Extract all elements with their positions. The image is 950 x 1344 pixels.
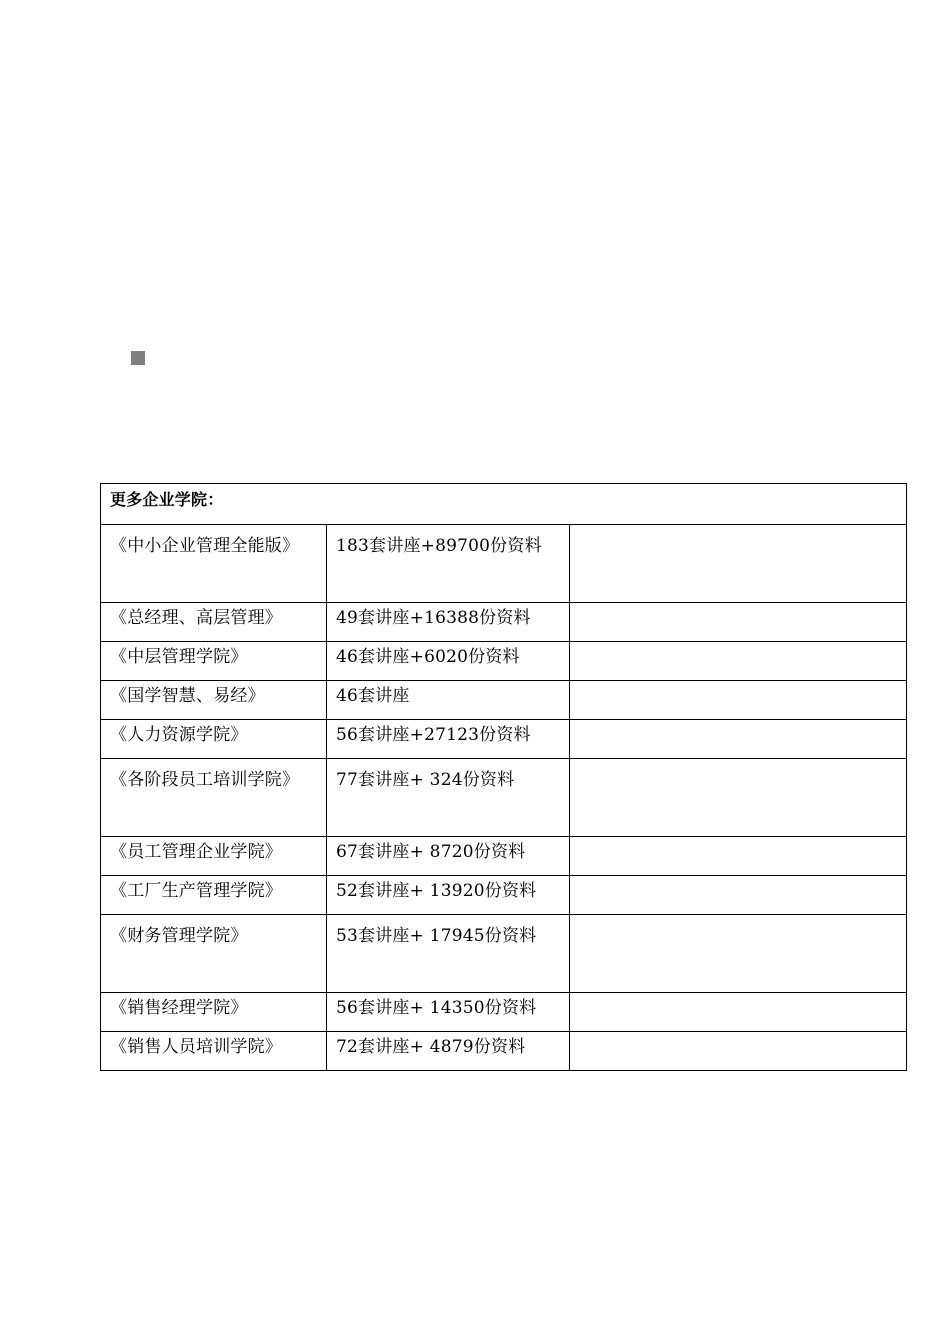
academy-extra-cell <box>570 525 907 603</box>
academy-extra-cell <box>570 642 907 681</box>
academy-name-cell: 《各阶段员工培训学院》 <box>101 759 327 837</box>
academy-desc-cell: 77套讲座+ 324份资料 <box>327 759 570 837</box>
academy-extra-cell <box>570 681 907 720</box>
academy-desc-cell: 52套讲座+ 13920份资料 <box>327 876 570 915</box>
academy-extra-cell <box>570 759 907 837</box>
academy-desc-cell: 49套讲座+16388份资料 <box>327 603 570 642</box>
table-row <box>101 642 907 681</box>
academy-desc-cell: 56套讲座+27123份资料 <box>327 720 570 759</box>
academy-desc-cell: 56套讲座+ 14350份资料 <box>327 993 570 1032</box>
academy-extra-cell <box>570 993 907 1032</box>
academy-desc-cell: 72套讲座+ 4879份资料 <box>327 1032 570 1071</box>
academy-name-cell: 《中小企业管理全能版》 <box>101 525 327 603</box>
academy-desc-cell: 67套讲座+ 8720份资料 <box>327 837 570 876</box>
academy-desc-cell: 53套讲座+ 17945份资料 <box>327 915 570 993</box>
academy-extra-cell <box>570 837 907 876</box>
table-row <box>101 1032 907 1071</box>
academy-extra-cell <box>570 603 907 642</box>
academy-name-cell: 《人力资源学院》 <box>101 720 327 759</box>
academy-name-cell: 《国学智慧、易经》 <box>101 681 327 720</box>
academy-name-cell: 《总经理、高层管理》 <box>101 603 327 642</box>
academy-extra-cell <box>570 720 907 759</box>
academy-extra-cell <box>570 876 907 915</box>
academy-table <box>100 483 907 1071</box>
table-row <box>101 759 907 837</box>
table-row <box>101 720 907 759</box>
table-row <box>101 876 907 915</box>
table-row <box>101 915 907 993</box>
academy-extra-cell <box>570 1032 907 1071</box>
academy-name-cell: 《销售人员培训学院》 <box>101 1032 327 1071</box>
table-row <box>101 993 907 1032</box>
academy-name-cell: 《工厂生产管理学院》 <box>101 876 327 915</box>
table-row <box>101 525 907 603</box>
academy-name-cell: 《财务管理学院》 <box>101 915 327 993</box>
academy-desc-cell: 183套讲座+89700份资料 <box>327 525 570 603</box>
square-bullet-icon <box>131 351 145 365</box>
academy-desc-cell: 46套讲座 <box>327 681 570 720</box>
academy-name-cell: 《员工管理企业学院》 <box>101 837 327 876</box>
table-row <box>101 681 907 720</box>
academy-desc-cell: 46套讲座+6020份资料 <box>327 642 570 681</box>
table-header-row <box>101 484 907 525</box>
academy-extra-cell <box>570 915 907 993</box>
table-title: 更多企业学院： <box>101 484 907 525</box>
table-row <box>101 603 907 642</box>
academy-name-cell: 《中层管理学院》 <box>101 642 327 681</box>
academy-name-cell: 《销售经理学院》 <box>101 993 327 1032</box>
table-row <box>101 837 907 876</box>
